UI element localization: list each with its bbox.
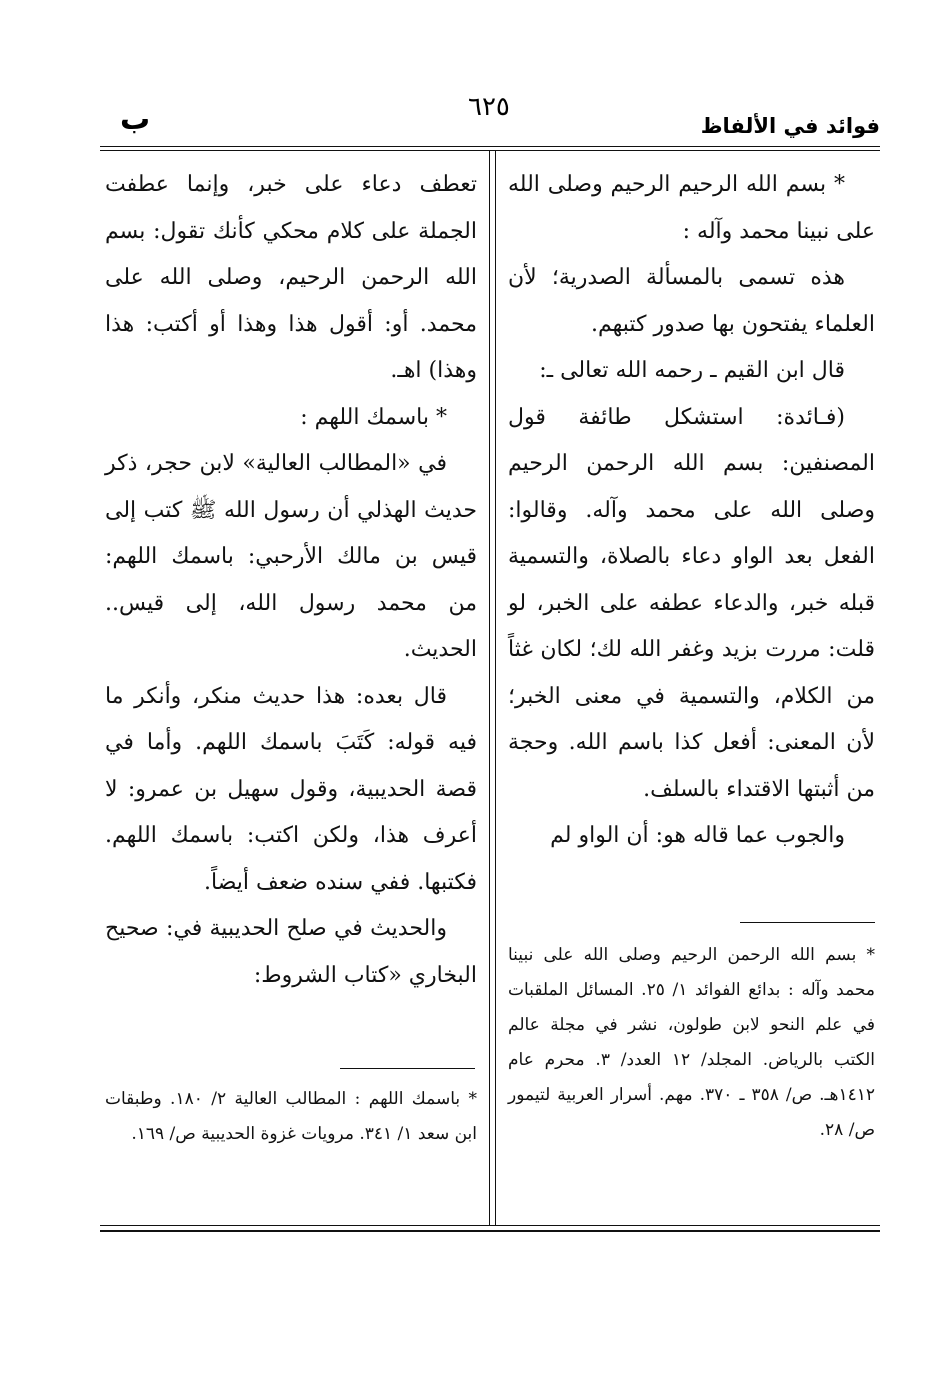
page-header xyxy=(100,92,880,142)
left-column xyxy=(105,162,477,999)
footer-rule-thick xyxy=(100,1230,880,1232)
running-title: فوائد في الألفاظ xyxy=(700,114,880,138)
right-para-4: (فـائدة: استشكل طائفة قول المصنفين: بسم الله الرحمن الرحيم وصلى الله على محمد وآله. وقالوا: الفعل بعد الواو دعاء بالصلاة، والتسمية قبله خبر، والدعاء عطفه على الخبر، لو قلت: مررت بزيد وغفر الله لك؛ لكان غثاً من الكلام، والتسمية في معنى الخبر؛ لأن المعنى: أفعل كذا باسم الله. وحجة من أثبتها الاقتداء بالسلف. xyxy=(508,404,875,802)
page-number: ٦٢٥ xyxy=(468,92,510,122)
right-para-2: هذه تسمى بالمسألة الصدرية؛ لأن العلماء يفتحون بها صدور كتبهم. xyxy=(508,265,875,337)
right-para-3: قال ابن القيم ـ رحمه الله تعالى ـ: xyxy=(539,358,845,383)
left-footnote-rule xyxy=(340,1068,475,1069)
header-rule-thick xyxy=(100,146,880,147)
left-footnote: * باسمك اللهم : المطالب العالية ٢/ ١٨٠. وطبقات ابن سعد ١/ ٣٤١. مرويات غزوة الحديبية ص/ ١٦٩. xyxy=(105,1089,477,1144)
left-para-3: في «المطالب العالية» لابن حجر، ذكر حديث الهذلي أن رسول الله ﷺ كتب إلى قيس بن مالك الأرحبي: باسمك اللهم: من محمد رسول الله، إلى قيس.. الحديث. xyxy=(105,451,477,662)
right-para-1: * بسم الله الرحيم الرحيم وصلى الله على نبينا محمد وآله : xyxy=(508,172,875,244)
left-para-5: والحديث في صلح الحديبية في: صحيح البخاري «كتاب الشروط: xyxy=(105,916,477,988)
column-divider xyxy=(489,150,496,1225)
left-para-2: * باسمك اللهم : xyxy=(300,404,447,430)
left-para-1: تعطف دعاء على خبر، وإنما عطفت الجملة على كلام محكي كأنك تقول: بسم الله الرحمن الرحيم، وصلى الله على محمد. أو: أقول هذا وهذا أو أكتب: هذا وهذا) اهـ. xyxy=(105,172,477,383)
right-footnote-rule xyxy=(740,922,875,923)
footer-rule-thin xyxy=(100,1225,880,1226)
right-column xyxy=(508,162,875,860)
right-footnote: * بسم الله الرحمن الرحيم وصلى الله على نبينا محمد وآله : بدائع الفوائد ١/ ٢٥. المسائل الملقبات في علم النحو لابن طولون، نشر في مجلة عالم الكتب بالرياض. المجلد/ ١٢ العدد/ ٣. محرم عام ١٤١٢هـ. ص/ ٣٥٨ ـ ٣٧٠. مهم. أسرار العربية لتيمور ص/ ٢٨. xyxy=(508,945,876,1140)
left-para-4: قال بعده: هذا حديث منكر، وأنكر ما فيه قوله: كَتَبَ باسمك اللهم. وأما في قصة الحديبية، وقول سهيل بن عمرو: لا أعرف هذا، ولكن اكتب: باسمك اللهم. فكتبها. ففي سنده ضعف أيضاً. xyxy=(105,683,477,895)
column-letter: ب xyxy=(120,102,151,137)
right-para-5: والجوب عما قاله هو: أن الواو لم xyxy=(550,823,845,848)
